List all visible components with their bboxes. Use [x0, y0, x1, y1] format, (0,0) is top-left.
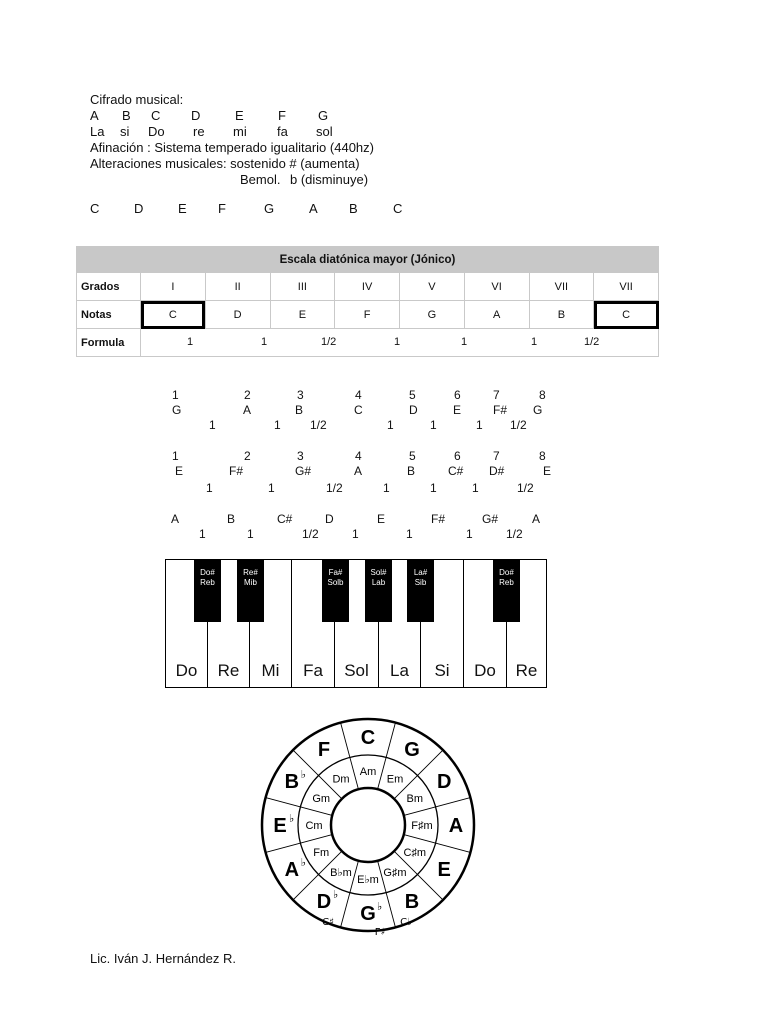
- white-key-label: Do: [175, 661, 198, 680]
- step: 1: [466, 527, 473, 541]
- minor-key-label: G♯m: [383, 866, 407, 879]
- grado-cell: IV: [335, 273, 400, 301]
- grados-label: Grados: [77, 273, 141, 301]
- major-key-label: A: [448, 815, 464, 837]
- minor-key-label: E♭m: [357, 874, 379, 886]
- minor-key-label: Am: [359, 766, 377, 778]
- white-key-label: Sol: [344, 661, 369, 680]
- degree-num: 2: [244, 449, 251, 463]
- black-key-sharp: Re#: [243, 568, 258, 577]
- scale-note: E: [175, 464, 184, 478]
- flat-sign: ♭: [289, 812, 295, 825]
- nota-cell-highlighted: C: [594, 301, 659, 329]
- step: 1/2: [310, 418, 327, 432]
- step: 1: [274, 418, 281, 432]
- black-key-flat: Mib: [244, 578, 257, 587]
- minor-key-label: B♭m: [330, 866, 352, 879]
- degree-num: 5: [409, 388, 416, 402]
- black-key-sharp: Fa#: [328, 568, 343, 577]
- black-key-flat: Solb: [327, 578, 344, 587]
- enharmonic-label: C♯: [322, 917, 334, 928]
- alterations-text: Alteraciones musicales: sostenido # (aumenta): [90, 156, 360, 171]
- scale-note: B: [227, 512, 236, 526]
- degree-num: 6: [454, 388, 461, 402]
- scale-note: G: [264, 201, 275, 216]
- scale-note: C#: [448, 464, 464, 478]
- step: 1: [476, 418, 483, 432]
- scale-note: C: [90, 201, 100, 216]
- grado-cell: VI: [464, 273, 529, 301]
- formula-step: 1: [187, 336, 194, 348]
- white-key-label: Do: [474, 661, 496, 680]
- step: 1/2: [510, 418, 527, 432]
- intro-title: Cifrado musical:: [90, 92, 184, 107]
- black-key: [194, 559, 221, 622]
- white-key-label: Re: [217, 661, 240, 680]
- major-key-label: A: [284, 859, 300, 881]
- grado-cell: VII: [594, 273, 659, 301]
- major-key-label: G: [360, 903, 376, 925]
- step: 1/2: [506, 527, 523, 541]
- white-key-label: Si: [434, 661, 450, 680]
- scale-note: G: [533, 403, 543, 417]
- author-credit: Lic. Iván J. Hernández R.: [90, 951, 236, 966]
- table-row-grados: [77, 273, 659, 301]
- nota-cell-highlighted: C: [141, 301, 206, 329]
- letter: F: [278, 108, 286, 123]
- degree-num: 5: [409, 449, 416, 463]
- black-key-flat: Lab: [371, 578, 386, 587]
- minor-key-label: Bm: [406, 793, 424, 805]
- grado-cell: III: [270, 273, 335, 301]
- major-key-label: E: [437, 859, 451, 881]
- scale-note: E: [377, 512, 386, 526]
- scale-note: F#: [431, 512, 446, 526]
- scale-note: F: [218, 201, 226, 216]
- minor-key-label: Fm: [313, 847, 330, 859]
- scale-note: A: [243, 403, 252, 417]
- scale-note: D#: [489, 464, 505, 478]
- scale-note: A: [532, 512, 541, 526]
- grado-cell: VII: [529, 273, 594, 301]
- flat-desc: b (disminuye): [290, 172, 369, 187]
- scale-note: B: [407, 464, 416, 478]
- scale-note: G#: [482, 512, 499, 526]
- white-key-label: Mi: [261, 661, 280, 680]
- table-title: Escala diatónica mayor (Jónico): [77, 247, 659, 273]
- black-key-sharp: Do#: [200, 568, 215, 577]
- enharmonic-label: F♯: [374, 927, 386, 938]
- black-key-flat: Reb: [499, 578, 514, 587]
- white-key-label: Re: [515, 661, 538, 680]
- flat-sign: ♭: [300, 768, 306, 781]
- formula-step: 1: [461, 336, 468, 348]
- major-key-label: B: [284, 771, 300, 793]
- flat-sign: ♭: [300, 856, 306, 869]
- black-key-sharp: Sol#: [370, 568, 387, 577]
- major-key-label: E: [273, 815, 287, 837]
- formula-step: 1: [531, 336, 538, 348]
- step: 1: [209, 418, 216, 432]
- letter: C: [151, 108, 161, 123]
- flat-label: Bemol.: [240, 172, 281, 187]
- major-key-label: B: [404, 891, 420, 914]
- step: 1: [472, 481, 479, 495]
- formula-step: 1: [394, 336, 401, 348]
- white-key-label: La: [390, 661, 409, 680]
- step: 1: [387, 418, 394, 432]
- formula-cell: [141, 329, 659, 357]
- circle-group: [262, 719, 474, 938]
- scale-note: C: [354, 403, 363, 417]
- scale-note: F#: [493, 403, 508, 417]
- circle-of-fifths: [259, 710, 479, 942]
- letter: A: [90, 108, 99, 123]
- letter: D: [191, 108, 201, 123]
- scale-note: E: [543, 464, 552, 478]
- flat-sign: ♭: [377, 900, 383, 913]
- black-key: [322, 559, 349, 622]
- white-key-label: Fa: [303, 661, 323, 680]
- formula-label: Formula: [77, 329, 141, 357]
- inner-ring: [331, 788, 405, 862]
- scale-note: B: [349, 201, 358, 216]
- major-key-label: F: [317, 738, 331, 761]
- letter: G: [318, 108, 329, 123]
- solfege: mi: [233, 124, 247, 139]
- formula-step: 1: [261, 336, 268, 348]
- major-key-label: G: [404, 738, 420, 761]
- degree-num: 3: [297, 388, 304, 402]
- degree-num: 1: [172, 449, 179, 463]
- degree-num: 8: [539, 449, 546, 463]
- degree-num: 4: [355, 449, 362, 463]
- enharmonic-label: C♭: [400, 917, 412, 928]
- major-key-label: D: [316, 891, 332, 914]
- nota-cell: D: [205, 301, 270, 329]
- nota-cell: E: [270, 301, 335, 329]
- tuning-text: Afinación : Sistema temperado igualitario (440hz): [90, 140, 374, 155]
- black-key: [237, 559, 264, 622]
- degree-num: 8: [539, 388, 546, 402]
- minor-key-label: C♯m: [403, 847, 427, 859]
- step: 1: [406, 527, 413, 541]
- table-row-notas: [77, 301, 659, 329]
- scale-note: A: [354, 464, 363, 478]
- nota-cell: A: [464, 301, 529, 329]
- grado-cell: I: [141, 273, 206, 301]
- scale-note: D: [134, 201, 144, 216]
- black-key: [407, 559, 434, 622]
- scale-note: A: [309, 201, 318, 216]
- black-key-flat: Reb: [200, 578, 215, 587]
- step: 1/2: [326, 481, 343, 495]
- major-key-label: C: [360, 727, 376, 749]
- minor-key-label: Dm: [332, 773, 350, 786]
- black-key-sharp: Do#: [499, 568, 514, 577]
- black-key-flat: Sib: [414, 578, 427, 587]
- black-key-sharp: La#: [413, 568, 428, 577]
- solfege: Do: [148, 124, 165, 139]
- degree-num: 2: [244, 388, 251, 402]
- scale-note: B: [295, 403, 304, 417]
- step: 1: [268, 481, 275, 495]
- notas-label: Notas: [77, 301, 141, 329]
- solfege: La: [90, 124, 105, 139]
- scale-note: E: [178, 201, 187, 216]
- flat-sign: ♭: [333, 888, 339, 902]
- scale-note: F#: [229, 464, 244, 478]
- step: 1: [383, 481, 390, 495]
- degree-num: 6: [454, 449, 461, 463]
- minor-key-label: Gm: [312, 793, 331, 805]
- nota-cell: B: [529, 301, 594, 329]
- diatonic-scale-table: [76, 246, 659, 357]
- scale-note: C#: [277, 512, 293, 526]
- black-key: [493, 559, 520, 622]
- step: 1: [352, 527, 359, 541]
- grado-cell: II: [205, 273, 270, 301]
- step: 1: [206, 481, 213, 495]
- step: 1: [430, 481, 437, 495]
- major-key-label: D: [436, 771, 452, 793]
- scale-note: E: [453, 403, 462, 417]
- table-row-formula: [77, 329, 659, 357]
- degree-num: 4: [355, 388, 362, 402]
- solfege: sol: [316, 124, 333, 139]
- degree-num: 1: [172, 388, 179, 402]
- scale-note: D: [325, 512, 334, 526]
- scale-note: G: [172, 403, 182, 417]
- grado-cell: V: [400, 273, 465, 301]
- minor-key-label: Cm: [305, 820, 323, 832]
- step: 1/2: [302, 527, 319, 541]
- degree-num: 7: [493, 449, 500, 463]
- step: 1: [430, 418, 437, 432]
- letter: E: [235, 108, 244, 123]
- piano-keyboard: [165, 559, 547, 692]
- step: 1/2: [517, 481, 534, 495]
- solfege: fa: [277, 124, 288, 139]
- solfege: si: [120, 124, 130, 139]
- degree-num: 7: [493, 388, 500, 402]
- scale-note: G#: [295, 464, 312, 478]
- formula-step: 1/2: [584, 336, 600, 348]
- scale-note: D: [409, 403, 418, 417]
- solfege: re: [193, 124, 205, 139]
- nota-cell: F: [335, 301, 400, 329]
- degree-num: 3: [297, 449, 304, 463]
- minor-key-label: F♯m: [411, 820, 433, 832]
- scale-note: C: [393, 201, 403, 216]
- step: 1: [199, 527, 206, 541]
- nota-cell: G: [400, 301, 465, 329]
- scale-note: A: [171, 512, 180, 526]
- black-key: [365, 559, 392, 622]
- letter: B: [122, 108, 131, 123]
- step: 1: [247, 527, 254, 541]
- minor-key-label: Em: [386, 773, 404, 786]
- formula-step: 1/2: [321, 336, 337, 348]
